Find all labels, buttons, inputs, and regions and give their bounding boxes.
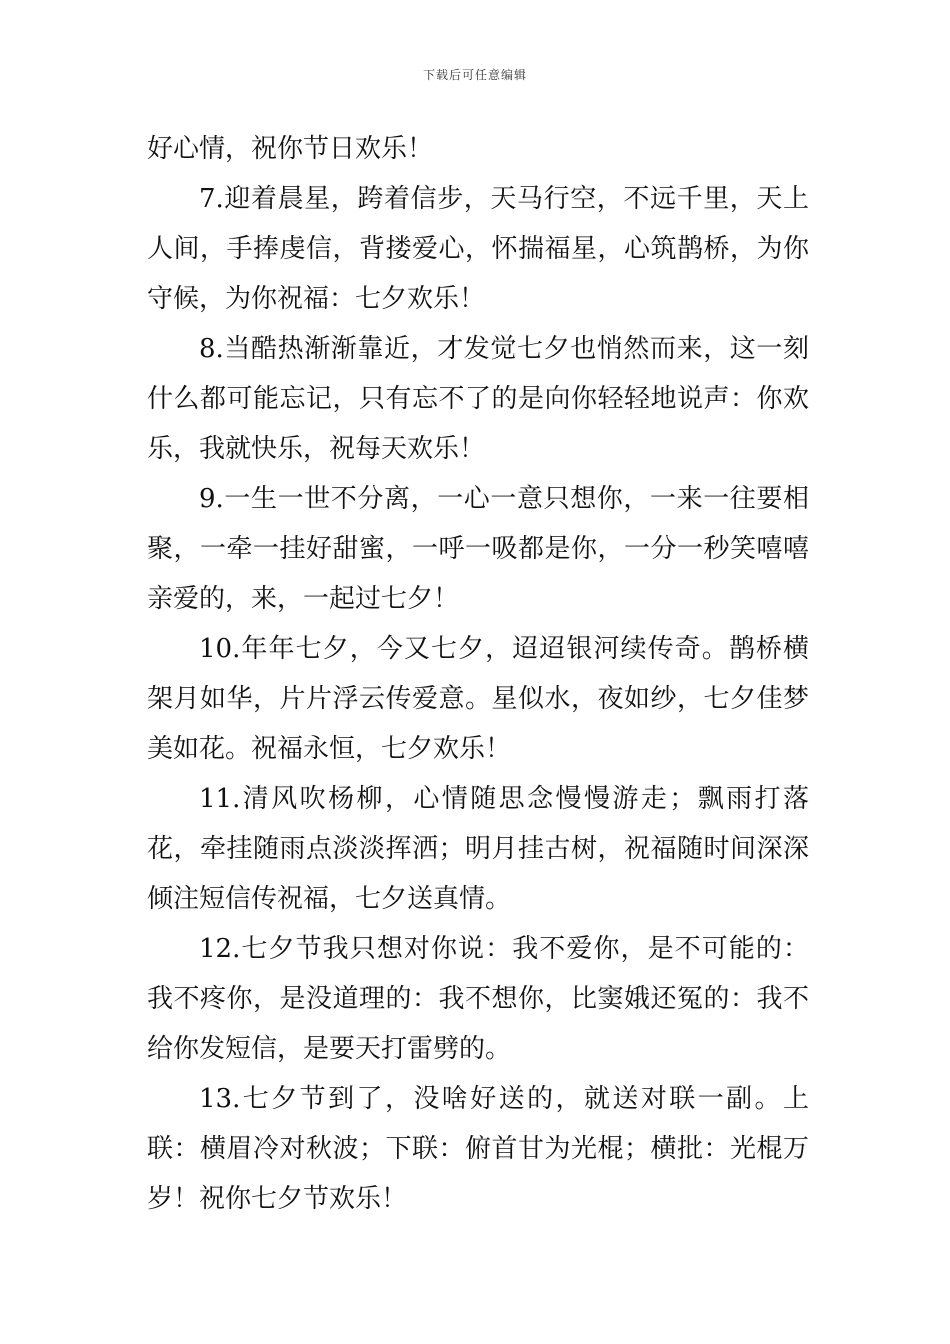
document-body bbox=[147, 124, 809, 1224]
paragraph-item-9: 9.一生一世不分离，一心一意只想你，一来一往要相聚，一牵一挂好甜蜜，一呼一吸都是你，一分一秒笑嘻嘻亲爱的，来，一起过七夕！ bbox=[147, 484, 809, 614]
paragraph-continuation: 好心情，祝你节日欢乐！ bbox=[147, 134, 434, 164]
paragraph-item-7: 7.迎着晨星，跨着信步，天马行空，不远千里，天上人间，手捧虔信，背搂爱心，怀揣福星，心筑鹊桥，为你守候，为你祝福：七夕欢乐！ bbox=[147, 184, 809, 314]
page-header: 下载后可任意编辑 bbox=[422, 68, 527, 82]
paragraph-item-12: 12.七夕节我只想对你说：我不爱你，是不可能的：我不疼你，是没道理的：我不想你，比窦娥还冤的：我不给你发短信，是要天打雷劈的。 bbox=[147, 934, 809, 1064]
paragraph-item-13: 13.七夕节到了，没啥好送的，就送对联一副。上联：横眉冷对秋波；下联：俯首甘为光棍；横批：光棍万岁！祝你七夕节欢乐！ bbox=[147, 1084, 809, 1214]
paragraph-item-11: 11.清风吹杨柳，心情随思念慢慢游走；飘雨打落花，牵挂随雨点淡淡挥洒；明月挂古树，祝福随时间深深倾注短信传祝福，七夕送真情。 bbox=[147, 784, 809, 914]
paragraph-item-10: 10.年年七夕，今又七夕，迢迢银河续传奇。鹊桥横架月如华，片片浮云传爱意。星似水，夜如纱，七夕佳梦美如花。祝福永恒，七夕欢乐！ bbox=[147, 634, 809, 764]
paragraph-item-8: 8.当酷热渐渐靠近，才发觉七夕也悄然而来，这一刻什么都可能忘记，只有忘不了的是向你轻轻地说声：你欢乐，我就快乐，祝每天欢乐！ bbox=[147, 334, 809, 464]
